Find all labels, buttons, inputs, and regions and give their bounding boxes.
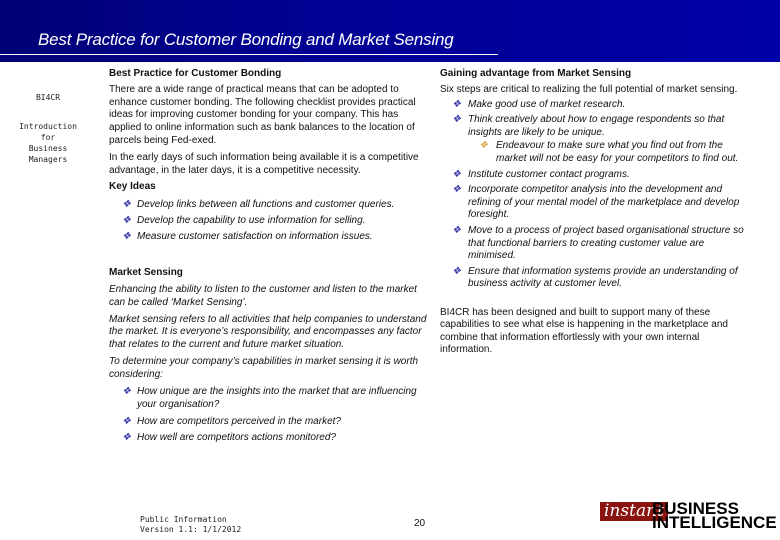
sub-list-item — [440, 140, 746, 165]
subtitle-line: Managers — [28, 155, 68, 164]
diamond-bullet-icon: ❖ — [122, 385, 131, 397]
key-ideas-heading: Key Ideas — [109, 181, 156, 193]
sidebar-subtitle — [8, 121, 88, 165]
key-ideas-list — [109, 197, 433, 245]
diamond-bullet-icon: ❖ — [452, 168, 461, 180]
list-item — [109, 431, 433, 445]
considerations-list — [109, 385, 433, 445]
market-sensing-paragraph: To determine your company’s capabilities in market sensing it is worth considering: — [109, 355, 419, 380]
subtitle-line: for — [40, 133, 56, 142]
logo-business-text: BUSINESS — [652, 499, 739, 518]
page-number: 20 — [414, 518, 426, 529]
section-heading-gaining-advantage: Gaining advantage from Market Sensing — [440, 68, 632, 79]
list-item-text: Institute customer contact programs. — [468, 168, 630, 180]
logo-intelligence-text: INTELLIGENCE — [652, 513, 777, 532]
list-item-text: Measure customer satisfaction on information issues. — [137, 231, 373, 243]
intro-paragraph: Six steps are critical to realizing the full potential of market sensing. — [440, 83, 738, 95]
diamond-bullet-icon: ❖ — [122, 231, 131, 243]
diamond-bullet-icon: ❖ — [452, 224, 461, 236]
page-title: Best Practice for Customer Bonding and Market Sensing — [38, 30, 454, 49]
list-item — [109, 385, 433, 412]
diamond-bullet-icon: ❖ — [122, 432, 131, 444]
subtitle-line: Introduction — [19, 122, 77, 131]
list-item-text: Develop links between all functions and customer queries. — [137, 199, 395, 211]
diamond-bullet-icon: ❖ — [122, 199, 131, 211]
version-label: Version 1.1: 1/1/2012 — [140, 525, 242, 534]
right-column — [440, 68, 746, 357]
list-item — [109, 213, 433, 229]
section-heading-bonding: Best Practice for Customer Bonding — [109, 68, 282, 79]
banner-underline — [0, 54, 498, 55]
left-column — [109, 68, 433, 445]
diamond-bullet-icon: ❖ — [452, 265, 461, 277]
classification-label: Public Information — [140, 515, 227, 524]
list-item — [440, 184, 746, 222]
list-item-text: How unique are the insights into the market that are influencing your organisation? — [137, 385, 417, 411]
diamond-bullet-icon: ❖ — [122, 415, 131, 427]
market-sensing-paragraph: Market sensing refers to all activities that help companies to understand the market. It is everyone’s responsibility, and encompasses any factor that relates to the current and future market situation. — [109, 313, 427, 351]
list-item — [109, 415, 433, 429]
section-heading-market-sensing: Market Sensing — [109, 267, 183, 279]
list-item-text: Move to a process of project based organisational structure so that functional barriers to creating customer value are minimised. — [468, 224, 744, 262]
steps-list — [440, 99, 746, 291]
list-item — [440, 114, 746, 139]
diamond-bullet-icon: ❖ — [122, 215, 131, 227]
subtitle-line: Business — [28, 144, 68, 153]
list-item — [109, 229, 433, 245]
list-item — [440, 225, 746, 263]
list-item — [440, 99, 746, 112]
list-item-text: Think creatively about how to engage respondents so that insights are likely to be unique. — [468, 114, 725, 138]
list-item-text: How are competitors perceived in the market? — [137, 415, 341, 427]
bonding-paragraph: There are a wide range of practical means that can be adopted to enhance customer bonding. The following checklist provides practical ideas for improving customer bonding for your company. This has applied to online information such as bank balances to the location of parcels being Fed-exed. — [109, 83, 416, 146]
list-item-text: How well are competitors actions monitored? — [137, 432, 336, 444]
footer-info — [140, 515, 241, 535]
diamond-bullet-icon: ❖ — [452, 98, 461, 110]
list-item-text: Ensure that information systems provide an understanding of business activity at customer level. — [468, 265, 738, 290]
list-item-text: Make good use of market research. — [468, 98, 626, 110]
logo-instant-text: instant — [600, 502, 668, 521]
product-name: BI4CR — [35, 93, 61, 102]
list-item — [109, 197, 433, 213]
market-sensing-paragraph: Enhancing the ability to listen to the customer and listen to the market can be called ‘Market Sensing’. — [109, 283, 417, 308]
closing-paragraph: BI4CR has been designed and built to support many of these capabilities to see what else is happening in the marketplace and combine that information effortlessly with your own internal information. — [440, 306, 728, 356]
diamond-bullet-icon: ❖ — [452, 184, 461, 196]
list-item-text: Develop the capability to use information for selling. — [137, 215, 366, 227]
diamond-bullet-icon: ❖ — [479, 140, 488, 152]
list-item — [440, 169, 746, 182]
bonding-paragraph: In the early days of such information being available it is a competitive advantage, in the later days, it is a competitive necessity. — [109, 151, 419, 176]
list-item-text: Incorporate competitor analysis into the development and refining of your mental model of the marketplace and develop foresight. — [468, 184, 740, 221]
title-banner — [0, 0, 780, 62]
list-item-text: Endeavour to make sure what you find out from the market will not be easy for your competitors to find out. — [496, 140, 739, 164]
diamond-bullet-icon: ❖ — [452, 114, 461, 126]
list-item — [440, 266, 746, 291]
